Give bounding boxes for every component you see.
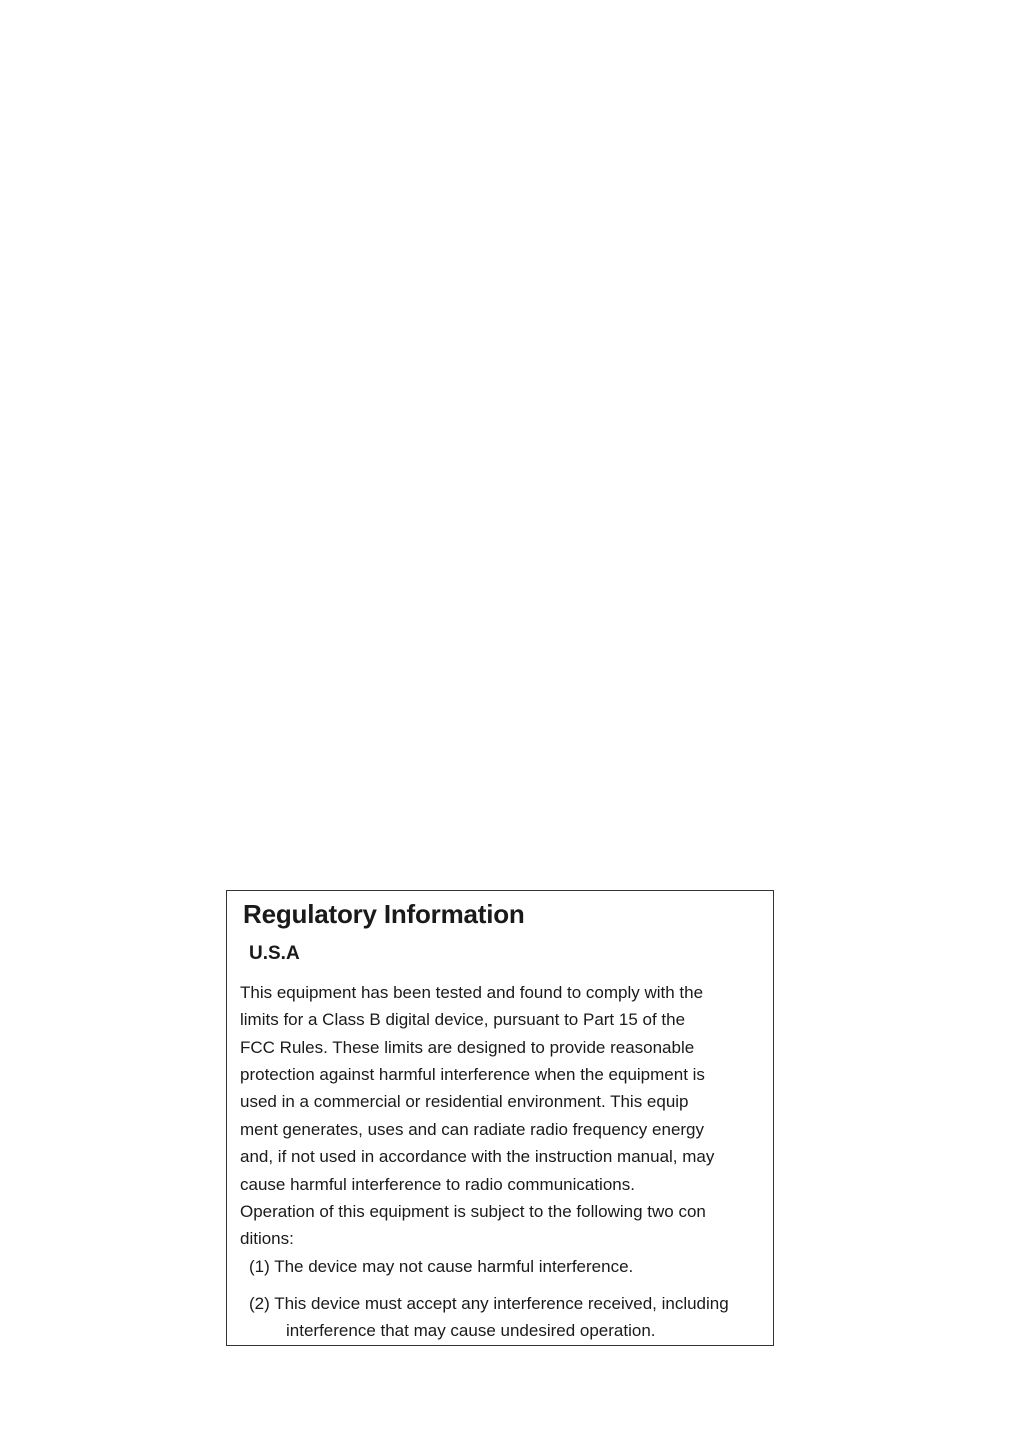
section-title: Regulatory Information bbox=[243, 899, 525, 929]
body-line: ment generates, uses and can radiate radio frequency energy bbox=[240, 1120, 705, 1139]
regulatory-info-box bbox=[226, 890, 774, 1346]
body-line: protection against harmful interference when the equipment is bbox=[240, 1065, 705, 1084]
body-line: FCC Rules. These limits are designed to provide reasonable bbox=[240, 1038, 695, 1057]
body-line: used in a commercial or residential environment. This equip bbox=[240, 1092, 689, 1111]
condition-item-1: (1) The device may not cause harmful interference. bbox=[249, 1257, 634, 1276]
body-line: ditions: bbox=[240, 1229, 294, 1248]
body-line: Operation of this equipment is subject to the following two con bbox=[240, 1202, 706, 1221]
country-heading: U.S.A bbox=[249, 943, 300, 964]
body-line: limits for a Class B digital device, pursuant to Part 15 of the bbox=[240, 1010, 686, 1029]
body-line: This equipment has been tested and found to comply with the bbox=[240, 983, 704, 1002]
body-line: and, if not used in accordance with the instruction manual, may bbox=[240, 1147, 715, 1166]
body-line: cause harmful interference to radio communications. bbox=[240, 1175, 635, 1194]
condition-item-2: (2) This device must accept any interference received, including bbox=[249, 1294, 729, 1313]
condition-item-2-continuation: interference that may cause undesired operation. bbox=[286, 1321, 656, 1340]
